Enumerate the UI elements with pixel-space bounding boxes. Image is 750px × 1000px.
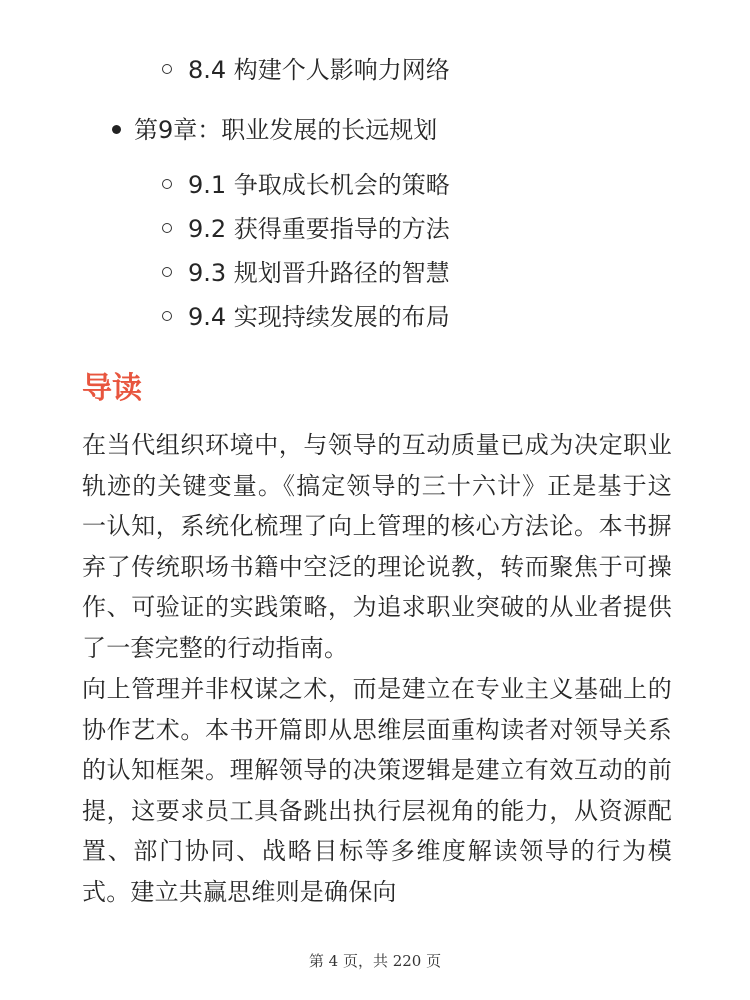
intro-paragraph-2: 向上管理并非权谋之术，而是建立在专业主义基础上的协作艺术。本书开篇即从思维层面重构读者对领导关系的认知框架。理解领导的决策逻辑是建立有效互动的前提，这要求员工具备跳出执行层视角的能力，从资源配置、部门协同、战略目标等多维度解读领导的行为模式。建立共赢思维则是确保向 (82, 675, 672, 906)
toc-subitem[interactable] (162, 207, 450, 251)
toc-chapter8-subitems (162, 48, 450, 92)
circle-bullet-icon (162, 267, 172, 277)
toc-subitem[interactable] (162, 295, 450, 339)
circle-bullet-icon (162, 223, 172, 233)
toc-subitem-label: 9.2 获得重要指导的方法 (188, 215, 450, 243)
toc-chapter9-subitems (162, 163, 450, 339)
toc-subitem[interactable] (162, 251, 450, 295)
disc-bullet-icon (112, 125, 121, 134)
toc-chapter-title: 第9章：职业发展的长远规划 (134, 116, 438, 144)
toc-subitem[interactable] (162, 48, 450, 92)
toc-chapter-list (112, 108, 437, 152)
toc-subitem[interactable] (162, 163, 450, 207)
toc-subitem-label: 9.1 争取成长机会的策略 (188, 171, 450, 199)
toc-subitem-label: 8.4 构建个人影响力网络 (188, 56, 450, 84)
circle-bullet-icon (162, 311, 172, 321)
intro-paragraph-1: 在当代组织环境中，与领导的互动质量已成为决定职业轨迹的关键变量。《搞定领导的三十六计》正是基于这一认知，系统化梳理了向上管理的核心方法论。本书摒弃了传统职场书籍中空泛的理论说教，转而聚焦于可操作、可验证的实践策略，为追求职业突破的从业者提供了一套完整的行动指南。 (82, 431, 672, 662)
circle-bullet-icon (162, 179, 172, 189)
circle-bullet-icon (162, 64, 172, 74)
page-number-footer: 第 4 页，共 220 页 (308, 952, 442, 970)
section-heading-intro: 导读 (82, 371, 142, 406)
toc-subitem-label: 9.3 规划晋升路径的智慧 (188, 259, 450, 287)
toc-subitem-label: 9.4 实现持续发展的布局 (188, 303, 450, 331)
toc-chapter-9[interactable] (112, 108, 437, 152)
